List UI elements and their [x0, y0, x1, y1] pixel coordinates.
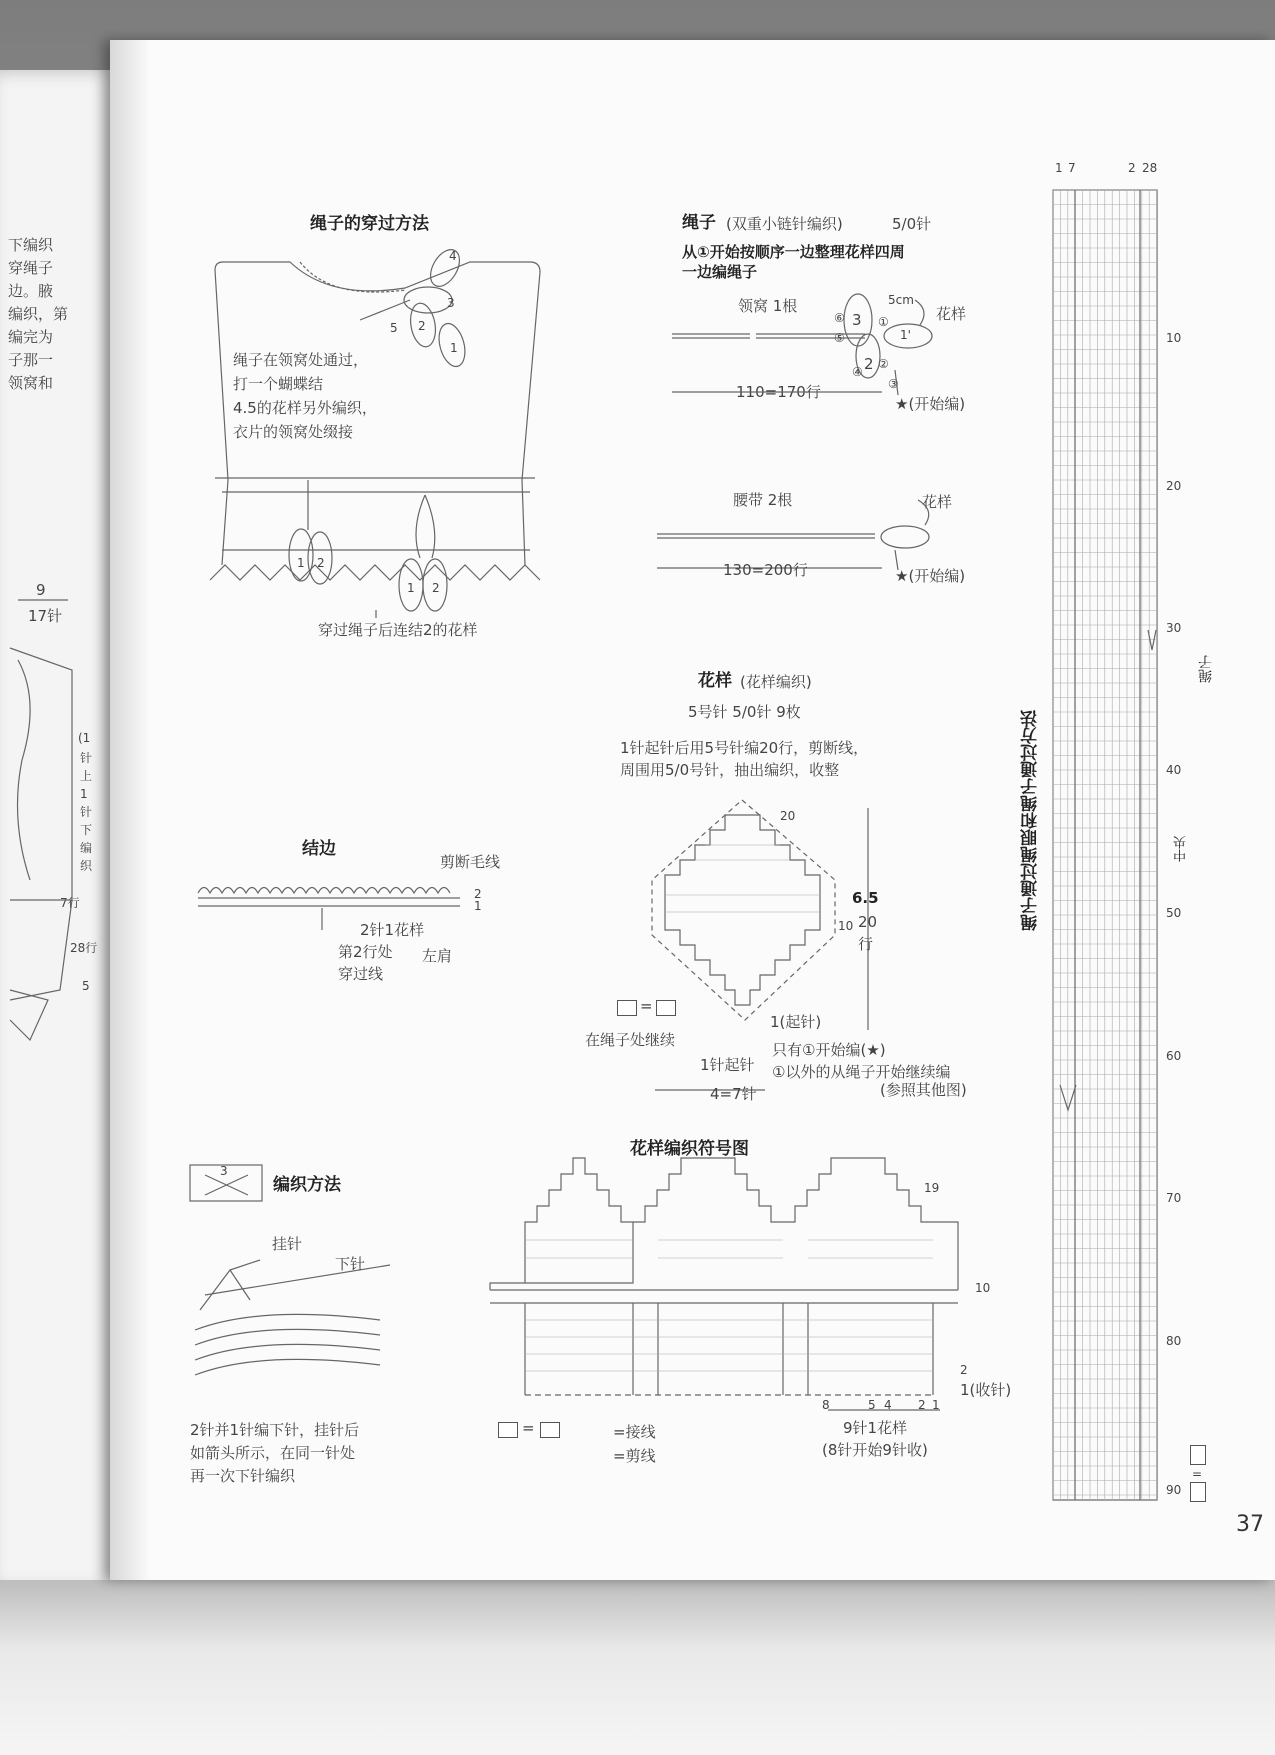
rope-circ-4: ④: [852, 365, 863, 379]
chart-legend-eq: =: [1192, 1467, 1203, 1481]
symbol-stitch-1: 1: [932, 1398, 940, 1412]
belt-flower: 花样: [922, 493, 953, 511]
left-note-2: 针: [80, 751, 93, 765]
left-line-7: 领窝和: [8, 374, 54, 392]
petal-num-5: 5: [390, 321, 398, 335]
method-symbol: 3: [220, 1164, 228, 1178]
chart-row-20: 20: [1166, 479, 1182, 493]
symbol-repeat-2: (8针开始9针收): [822, 1441, 928, 1459]
chart-row-70: 70: [1166, 1191, 1182, 1205]
rope-title: 绳子: [682, 213, 716, 233]
pattern-note-ref: (参照其他图): [880, 1081, 967, 1099]
neck-label: 领窝 1根: [738, 297, 798, 315]
left-dim-bottom: 17针: [28, 607, 63, 625]
rope-method-title: 绳子的穿过方法: [310, 214, 429, 234]
pattern-row-10: 10: [838, 919, 854, 933]
left-dim-top: 9: [36, 581, 46, 599]
rope-sub-1: 从①开始按顺序一边整理花样四周: [682, 243, 905, 261]
pattern-needles: 5号针 5/0针 9枚: [688, 703, 801, 721]
left-note-5: 针: [80, 805, 93, 819]
rope-method-caption: 穿过绳子后连结2的花样: [318, 621, 478, 639]
symbol-legend-eq: =: [522, 1419, 535, 1437]
chart-row-60: 60: [1166, 1049, 1182, 1063]
rope-circ-5: ⑤: [834, 331, 845, 345]
symbol-repeat-1: 9针1花样: [843, 1419, 908, 1437]
pattern-title-paren: (花样编织): [740, 673, 812, 691]
petal-num-4: 4: [449, 249, 457, 263]
pattern-dim-h3: 行: [858, 935, 874, 953]
left-line-5: 编完为: [8, 328, 54, 346]
left-note-10: 28行: [70, 941, 98, 955]
rope-circ-2b: 2: [864, 355, 874, 373]
chart-rope-label: 绳子: [1198, 655, 1214, 683]
petal-num-2: 2: [418, 319, 426, 333]
method-desc-3: 再一次下针编织: [190, 1467, 296, 1485]
chart-row-80: 80: [1166, 1334, 1182, 1348]
method-hook: 挂针: [272, 1235, 303, 1253]
left-line-6: 子那一: [8, 351, 54, 369]
symbol-row-1: 1(收针): [960, 1381, 1012, 1399]
belt-start: ★(开始编): [895, 567, 966, 585]
chart-top-num-1: 1: [1055, 161, 1063, 175]
edge-row-2: 2: [474, 887, 482, 901]
chart-row-50: 50: [1166, 906, 1182, 920]
pattern-row-20: 20: [780, 809, 796, 823]
rope-circ-3b: ③: [888, 377, 899, 391]
rope-circ-2: ②: [878, 357, 889, 371]
neck-dim: 110=170行: [736, 383, 821, 401]
symbol-stitch-8: 8: [822, 1398, 830, 1412]
page-number: 37: [1236, 1512, 1264, 1537]
rope-method-desc-1: 绳子在领窝处通过，: [233, 351, 369, 369]
left-note-11: 5: [82, 979, 90, 993]
pattern-note-continue: 在绳子处继续: [585, 1031, 676, 1049]
pattern-note-start: 1针起针: [700, 1056, 755, 1074]
rope-chart-title: 绳子通过绳眼和绳子通过方法: [1021, 710, 1041, 931]
symbol-title: 花样编织符号图: [630, 1139, 749, 1159]
edge-flower: 2针1花样: [360, 921, 425, 939]
pattern-note-others: ①以外的从绳子开始继续编: [772, 1063, 951, 1081]
chart-center-label: 中央: [1174, 836, 1189, 862]
left-line-3: 边。腋: [8, 282, 54, 300]
pattern-row-1: 1(起针): [770, 1013, 822, 1031]
edge-cut: 剪断毛线: [440, 853, 501, 871]
petal-num-2c: 2: [432, 581, 440, 595]
rope-title-paren: (双重小链针编织): [726, 215, 843, 233]
edge-shoulder: 左肩: [422, 947, 453, 965]
pattern-dim-h2: 20: [858, 913, 878, 931]
symbol-row-19: 19: [924, 1181, 940, 1195]
symbol-cut: =剪线: [613, 1447, 656, 1465]
chart-legend-bar: [1190, 1445, 1206, 1465]
edge-through: 穿过线: [338, 965, 384, 983]
rope-method-desc-2: 打一个蝴蝶结: [233, 375, 324, 393]
edge-row2-label: 第2行处: [338, 943, 393, 961]
chart-row-10: 10: [1166, 331, 1182, 345]
left-note-8: 织: [80, 859, 93, 873]
left-note-6: 下: [80, 823, 93, 837]
belt-label: 腰带 2根: [733, 491, 793, 509]
belt-dim: 130=200行: [723, 561, 808, 579]
symbol-join: =接线: [613, 1423, 656, 1441]
rope-sub-2: 一边编绳子: [682, 263, 758, 281]
pattern-dim-h: 6.5: [852, 889, 879, 907]
symbol-row-10: 10: [975, 1281, 991, 1295]
chart-top-num-7: 7: [1068, 161, 1076, 175]
left-note-3: 上: [80, 769, 93, 783]
rope-circ-3: 3: [852, 311, 862, 329]
symbol-stitch-4: 4: [884, 1398, 892, 1412]
method-desc-2: 如箭头所示，在同一针处: [190, 1444, 356, 1462]
rope-method-desc-3: 4.5的花样另外编织，: [233, 399, 377, 417]
chart-row-40: 40: [1166, 763, 1182, 777]
rope-circ-6: ⑥: [834, 311, 845, 325]
neck-dim-small: 5cm: [888, 293, 914, 307]
rope-method-desc-4: 衣片的领窝处缀接: [233, 423, 354, 441]
symbol-stitch-5: 5: [868, 1398, 876, 1412]
pattern-title: 花样: [698, 671, 732, 691]
edge-title: 结边: [302, 839, 336, 859]
pattern-note-only: 只有①开始编(★): [772, 1041, 886, 1059]
pattern-dim-w: 4=7针: [710, 1085, 757, 1103]
pattern-desc-2: 周围用5/0号针，抽出编织，收整: [620, 761, 840, 779]
rope-circ-1p: 1': [900, 328, 911, 342]
pattern-legend-eq: =: [640, 997, 653, 1015]
edge-row-1: 1: [474, 899, 482, 913]
petal-num-1b: 1: [297, 556, 305, 570]
neck-start: ★(开始编): [895, 395, 966, 413]
method-desc-1: 2针并1针编下针，挂针后: [190, 1421, 360, 1439]
petal-num-2b: 2: [317, 556, 325, 570]
pattern-desc-1: 1针起针后用5号针编20行，剪断线，: [620, 739, 869, 757]
rope-circ-1: ①: [878, 315, 889, 329]
symbol-row-2: 2: [960, 1363, 968, 1377]
chart-row-30: 30: [1166, 621, 1182, 635]
left-note-9: 7行: [60, 896, 80, 910]
left-note-1: (1: [78, 731, 91, 745]
symbol-stitch-2: 2: [918, 1398, 926, 1412]
petal-num-3: 3: [447, 296, 455, 310]
method-title: 编织方法: [273, 1175, 341, 1195]
chart-top-num-2: 2: [1128, 161, 1136, 175]
method-knit: 下针: [335, 1255, 366, 1273]
petal-num-1c: 1: [407, 581, 415, 595]
chart-top-num-28: 28: [1142, 161, 1158, 175]
left-line-2: 穿绳子: [8, 259, 54, 277]
rope-needle: 5/0针: [892, 215, 932, 233]
neck-flower-label: 花样: [936, 305, 967, 323]
chart-row-90: 90: [1166, 1483, 1182, 1497]
left-line-4: 编织，第: [8, 305, 69, 323]
chart-legend-empty: [1190, 1482, 1206, 1502]
left-note-7: 编: [80, 841, 93, 855]
petal-num-1: 1: [450, 341, 458, 355]
left-note-4: 1: [80, 787, 88, 801]
left-line-1: 下编织: [8, 236, 54, 254]
